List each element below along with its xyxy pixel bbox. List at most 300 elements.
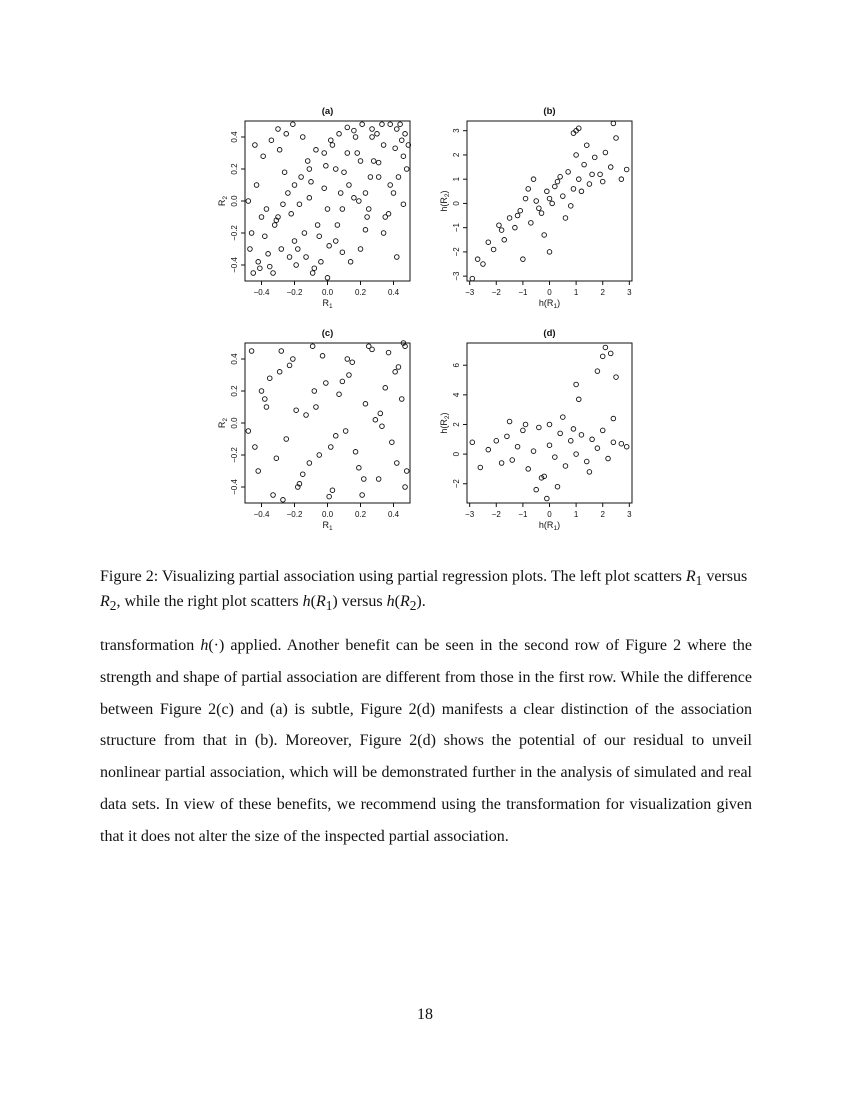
data-point	[261, 154, 266, 159]
caption-r2: R	[100, 593, 110, 611]
data-point	[380, 122, 385, 127]
data-point	[499, 461, 504, 466]
data-point	[284, 132, 289, 137]
data-point	[606, 456, 611, 461]
data-point	[576, 177, 581, 182]
data-point	[545, 189, 550, 194]
x-tick-label: 2	[600, 510, 605, 519]
x-tick-label: 3	[627, 288, 632, 297]
data-point	[486, 447, 491, 452]
data-point	[249, 231, 254, 236]
data-point	[566, 170, 571, 175]
data-point	[624, 167, 629, 172]
data-point	[376, 477, 381, 482]
data-point	[399, 138, 404, 143]
data-point	[403, 485, 408, 490]
y-tick-label: 0.4	[230, 353, 239, 365]
data-point	[494, 438, 499, 443]
x-axis-label: $h(R_1)$	[538, 298, 561, 310]
body-paragraph	[100, 630, 752, 853]
data-point	[292, 183, 297, 188]
data-point	[314, 148, 319, 153]
data-point	[584, 459, 589, 464]
data-point	[595, 446, 600, 451]
data-point	[299, 175, 304, 180]
panel-c	[217, 328, 410, 532]
x-tick-label: −2	[491, 510, 501, 519]
data-point	[478, 465, 483, 470]
data-point	[350, 360, 355, 365]
data-point	[571, 427, 576, 432]
data-point	[611, 121, 616, 126]
data-point	[531, 449, 536, 454]
y-tick-label: 4	[452, 392, 461, 398]
body-start-2: applied. Another benefit can be seen in the second row of Figure 2 where the strength and shape of partial association are different from those in the first row. While the difference between Figure 2(c) and (a) is subtle, Figure 2(d) manifests a clear distinction of the association structure from that in (b). Moreover, Figure 2(d) shows the potential of our residual to unveil nonlinear partial association, which will be demonstrated further in the analysis of simulated and real data sets. In view of these benefits, we recommend using the transformation for visualization given that it does not alter the size of the inspected partial association.	[100, 637, 752, 845]
data-point	[309, 180, 314, 185]
data-point	[345, 125, 350, 130]
data-point	[531, 177, 536, 182]
data-point	[380, 424, 385, 429]
data-point	[403, 132, 408, 137]
x-tick-label: −0.2	[286, 288, 303, 297]
data-point	[383, 215, 388, 220]
data-point	[291, 122, 296, 127]
data-point	[475, 257, 480, 262]
data-point	[396, 365, 401, 370]
data-point	[619, 177, 624, 182]
data-point	[312, 266, 317, 271]
data-point	[563, 216, 568, 221]
y-tick-label: −2	[452, 479, 461, 489]
data-point	[542, 233, 547, 238]
x-tick-label: 0	[547, 288, 552, 297]
data-point	[286, 191, 291, 196]
y-tick-label: 2	[452, 152, 461, 158]
page-number: 18	[417, 1006, 433, 1023]
body-start-1: transformation	[100, 637, 201, 654]
data-point	[590, 437, 595, 442]
y-tick-label: −0.2	[230, 225, 239, 241]
data-point	[362, 477, 367, 482]
data-point	[340, 250, 345, 255]
data-point	[579, 433, 584, 438]
figure-2-plots	[205, 100, 645, 545]
data-point	[547, 250, 552, 255]
data-point	[358, 247, 363, 252]
y-tick-label: 6	[452, 362, 461, 368]
data-point	[347, 183, 352, 188]
data-point	[515, 444, 520, 449]
data-point	[248, 247, 253, 252]
y-axis-label: $h(R_2)$	[439, 190, 451, 212]
data-point	[587, 470, 592, 475]
data-point	[253, 143, 258, 148]
data-point	[307, 196, 312, 201]
data-point	[521, 257, 526, 262]
data-point	[537, 425, 542, 430]
caption-h1: h	[302, 593, 311, 611]
y-tick-label: −1	[452, 223, 461, 233]
data-point	[600, 354, 605, 359]
y-tick-label: 0	[452, 451, 461, 457]
data-point	[277, 148, 282, 153]
data-point	[499, 228, 504, 233]
y-tick-label: 0	[452, 201, 461, 206]
data-point	[253, 445, 258, 450]
data-point	[292, 239, 297, 244]
data-point	[574, 452, 579, 457]
data-point	[404, 469, 409, 474]
data-point	[264, 207, 269, 212]
panel-title: (d)	[543, 328, 556, 339]
x-tick-label: 1	[573, 288, 579, 297]
data-point	[343, 429, 348, 434]
data-point	[325, 276, 330, 281]
panel-title: (c)	[321, 328, 334, 339]
data-point	[558, 174, 563, 179]
data-point	[325, 207, 330, 212]
data-point	[598, 172, 603, 177]
data-point	[611, 416, 616, 421]
data-point	[317, 234, 322, 239]
data-point	[600, 179, 605, 184]
data-point	[279, 349, 284, 354]
data-point	[315, 223, 320, 228]
data-point	[555, 179, 560, 184]
data-point	[357, 199, 362, 204]
data-point	[322, 151, 327, 156]
data-point	[550, 201, 555, 206]
data-point	[360, 122, 365, 127]
data-point	[300, 472, 305, 477]
data-point	[395, 461, 400, 466]
caption-paren-close-2: )	[416, 593, 422, 611]
data-point	[307, 167, 312, 172]
data-point	[360, 493, 365, 498]
data-point	[401, 154, 406, 159]
caption-paren-close-1: )	[332, 593, 338, 611]
data-point	[558, 431, 563, 436]
data-point	[526, 187, 531, 192]
data-point	[571, 187, 576, 192]
data-point	[579, 189, 584, 194]
data-point	[523, 422, 528, 427]
data-point	[386, 350, 391, 355]
data-point	[259, 389, 264, 394]
data-point	[401, 202, 406, 207]
data-point	[371, 159, 376, 164]
data-point	[266, 252, 271, 257]
caption-r2-b: R	[399, 593, 410, 611]
caption-paren-open-1: (	[310, 593, 316, 611]
data-point	[553, 455, 558, 460]
data-point	[355, 151, 360, 156]
caption-text-3: , while the right plot scatters	[116, 593, 303, 611]
data-point	[404, 167, 409, 172]
data-point	[263, 397, 268, 402]
data-point	[272, 223, 277, 228]
plot-frame	[467, 343, 632, 503]
y-tick-label: 0.4	[230, 131, 239, 143]
data-point	[470, 276, 475, 281]
data-point	[340, 379, 345, 384]
data-point	[592, 155, 597, 160]
data-point	[507, 419, 512, 424]
data-point	[614, 375, 619, 380]
figure-caption	[100, 566, 752, 616]
caption-text-2: versus	[702, 568, 748, 585]
data-point	[365, 215, 370, 220]
data-point	[395, 127, 400, 132]
data-point	[388, 183, 393, 188]
data-point	[399, 397, 404, 402]
data-point	[587, 182, 592, 187]
data-point	[352, 196, 357, 201]
data-point	[279, 247, 284, 252]
x-tick-label: 2	[600, 288, 605, 297]
x-axis-label: $R_1$	[322, 298, 333, 310]
body-h: h	[200, 637, 209, 654]
data-point	[568, 438, 573, 443]
data-point	[352, 128, 357, 133]
data-point	[324, 164, 329, 169]
y-tick-label: 2	[452, 422, 461, 427]
data-point	[539, 211, 544, 216]
data-point	[393, 370, 398, 375]
x-tick-label: 0.2	[354, 510, 367, 519]
data-point	[342, 170, 347, 175]
data-point	[337, 132, 342, 137]
y-tick-label: −2	[452, 247, 461, 257]
y-axis-label: $h(R_2)$	[439, 412, 451, 434]
data-point	[287, 363, 292, 368]
data-point	[370, 127, 375, 132]
data-point	[608, 351, 613, 356]
data-point	[574, 382, 579, 387]
data-point	[294, 408, 299, 413]
data-point	[368, 175, 373, 180]
data-point	[553, 184, 558, 189]
data-point	[256, 260, 261, 265]
data-point	[358, 159, 363, 164]
data-point	[312, 389, 317, 394]
data-point	[333, 167, 338, 172]
y-tick-label: 3	[452, 128, 461, 133]
data-point	[521, 428, 526, 433]
data-point	[614, 136, 619, 141]
data-point	[347, 373, 352, 378]
data-point	[340, 207, 345, 212]
data-point	[249, 349, 254, 354]
figure-2	[205, 100, 645, 545]
x-tick-label: −2	[491, 288, 501, 297]
data-point	[300, 135, 305, 140]
data-point	[282, 170, 287, 175]
data-point	[291, 357, 296, 362]
data-point	[329, 138, 334, 143]
data-point	[373, 418, 378, 423]
data-point	[269, 138, 274, 143]
panel-a	[217, 106, 411, 310]
paragraph	[100, 630, 752, 853]
data-point	[515, 213, 520, 218]
data-point	[256, 469, 261, 474]
data-point	[518, 208, 523, 213]
x-tick-label: 0.0	[321, 288, 334, 297]
x-tick-label: 0.4	[387, 510, 400, 519]
x-tick-label: 0	[547, 510, 552, 519]
data-point	[363, 228, 368, 233]
x-tick-label: 0.2	[354, 288, 367, 297]
panel-d	[439, 328, 632, 532]
plot-frame	[245, 121, 410, 281]
data-point	[258, 266, 263, 271]
caption-text-5: .	[421, 593, 426, 611]
y-tick-label: −3	[452, 271, 461, 281]
data-point	[259, 215, 264, 220]
data-point	[513, 225, 518, 230]
x-tick-label: 0.0	[321, 510, 334, 519]
x-tick-label: −3	[465, 510, 475, 519]
y-tick-label: 0.2	[230, 385, 239, 397]
x-tick-label: 3	[627, 510, 632, 519]
data-point	[375, 132, 380, 137]
y-tick-label: 0.0	[230, 417, 239, 429]
x-axis-label: $R_1$	[322, 520, 333, 532]
data-point	[254, 183, 259, 188]
x-tick-label: −1	[518, 510, 528, 519]
data-point	[555, 484, 560, 489]
caption-r1-b: R	[315, 593, 326, 611]
y-tick-label: 1	[452, 176, 461, 182]
y-tick-label: −0.2	[230, 447, 239, 463]
panel-b	[439, 106, 632, 310]
data-point	[381, 231, 386, 236]
data-point	[505, 434, 510, 439]
data-point	[281, 202, 286, 207]
data-point	[353, 135, 358, 140]
data-point	[296, 247, 301, 252]
data-point	[333, 434, 338, 439]
data-point	[547, 422, 552, 427]
data-point	[246, 429, 251, 434]
data-point	[523, 196, 528, 201]
data-point	[537, 206, 542, 211]
caption-label: Figure 2:	[100, 568, 159, 585]
caption-sub-2: 2	[109, 598, 117, 614]
caption-text-1: Visualizing partial association using partial regression plots. The left plot scatters	[158, 568, 686, 585]
data-point	[574, 153, 579, 158]
data-point	[363, 191, 368, 196]
data-point	[304, 255, 309, 260]
caption-sub-1: 1	[695, 573, 703, 589]
data-point	[507, 216, 512, 221]
data-point	[348, 260, 353, 265]
data-point	[376, 175, 381, 180]
data-point	[547, 196, 552, 201]
data-point	[264, 405, 269, 410]
panel-title: (b)	[543, 106, 556, 117]
data-point	[345, 357, 350, 362]
data-point	[357, 466, 362, 471]
data-point	[510, 458, 515, 463]
data-point	[363, 402, 368, 407]
data-point	[534, 487, 539, 492]
data-point	[294, 263, 299, 268]
data-point	[608, 165, 613, 170]
data-point	[267, 264, 272, 269]
data-point	[251, 271, 256, 276]
data-point	[395, 255, 400, 260]
data-point	[603, 150, 608, 155]
y-tick-label: 0.0	[230, 195, 239, 207]
data-point	[329, 445, 334, 450]
y-axis-label: $R_2$	[217, 195, 229, 207]
caption-r1: R	[685, 568, 696, 585]
data-point	[335, 223, 340, 228]
data-point	[502, 237, 507, 242]
data-point	[391, 191, 396, 196]
data-point	[310, 271, 315, 276]
data-point	[314, 405, 319, 410]
data-point	[337, 392, 342, 397]
x-tick-label: 1	[573, 510, 579, 519]
data-point	[603, 345, 608, 350]
data-point	[393, 146, 398, 151]
data-point	[320, 354, 325, 359]
data-point	[330, 143, 335, 148]
data-point	[302, 231, 307, 236]
data-point	[481, 262, 486, 267]
data-point	[330, 488, 335, 493]
data-point	[327, 244, 332, 249]
data-point	[390, 440, 395, 445]
data-point	[267, 376, 272, 381]
data-point	[590, 172, 595, 177]
data-point	[470, 440, 475, 445]
caption-sub-3: 1	[325, 598, 333, 614]
data-point	[398, 122, 403, 127]
data-point	[271, 493, 276, 498]
panel-title: (a)	[321, 106, 334, 117]
data-point	[529, 221, 534, 226]
data-point	[277, 370, 282, 375]
data-point	[333, 239, 338, 244]
caption-text-4: versus	[337, 593, 387, 611]
data-point	[345, 151, 350, 156]
data-point	[327, 494, 332, 499]
data-point	[263, 234, 268, 239]
data-point	[287, 255, 292, 260]
data-point	[310, 344, 315, 349]
x-axis-label: $h(R_1)$	[538, 520, 561, 532]
data-point	[246, 199, 251, 204]
data-point	[324, 381, 329, 386]
data-point	[289, 212, 294, 217]
plot-frame	[245, 343, 410, 503]
data-point	[595, 369, 600, 374]
data-point	[561, 194, 566, 199]
caption-h2: h	[386, 593, 395, 611]
data-point	[274, 456, 279, 461]
data-point	[568, 204, 573, 209]
x-tick-label: 0.4	[387, 288, 400, 297]
data-point	[388, 122, 393, 127]
data-point	[305, 159, 310, 164]
y-tick-label: −0.4	[230, 257, 239, 273]
data-point	[491, 247, 496, 252]
data-point	[582, 162, 587, 167]
